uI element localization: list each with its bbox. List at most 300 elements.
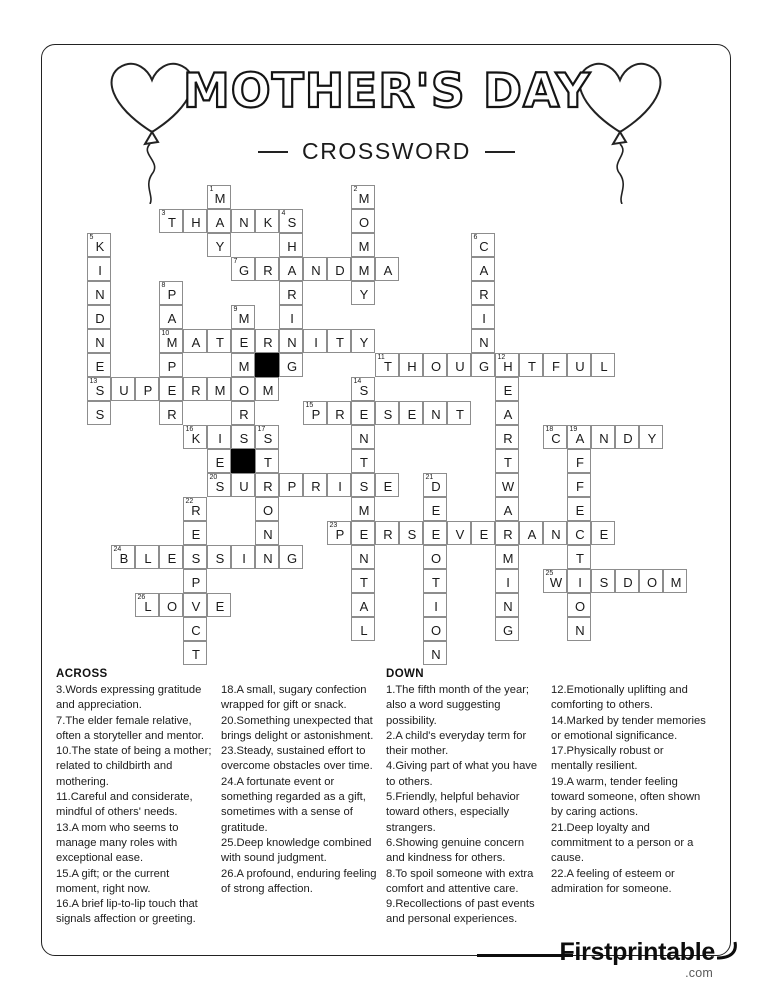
grid-cell[interactable] (159, 377, 183, 401)
grid-cell[interactable] (495, 425, 519, 449)
grid-cell[interactable] (327, 473, 351, 497)
cell-letter: P (167, 286, 177, 302)
grid-cell[interactable] (231, 473, 255, 497)
clue-item: 21.Deep loyalty and commitment to a person or a cause. (551, 821, 694, 865)
cell-letter: Y (215, 238, 225, 254)
grid-cell[interactable] (159, 401, 183, 425)
cell-letter: O (430, 622, 442, 638)
cell-letter: M (358, 238, 370, 254)
grid-cell[interactable] (255, 521, 279, 545)
cell-number: 14 (353, 378, 362, 385)
grid-cell[interactable] (567, 593, 591, 617)
cell-letter: R (503, 526, 513, 542)
grid-cell[interactable] (567, 617, 591, 641)
grid-cell[interactable] (375, 473, 399, 497)
cell-letter: W (549, 574, 563, 590)
grid-cell[interactable] (351, 545, 375, 569)
clue-item: 5.Friendly, helpful behavior toward others, especially strangers. (386, 791, 520, 834)
grid-cell[interactable] (255, 377, 279, 401)
grid-cell[interactable] (351, 569, 375, 593)
cell-letter: A (503, 406, 513, 422)
grid-cell[interactable] (495, 377, 519, 401)
grid-cell[interactable] (255, 545, 279, 569)
cell-letter: G (502, 622, 514, 638)
grid-cell[interactable] (375, 521, 399, 545)
cell-letter: O (358, 214, 370, 230)
cell-letter: N (95, 334, 105, 350)
cell-number: 4 (281, 210, 286, 217)
cell-number: 15 (305, 402, 314, 409)
grid-cell[interactable] (207, 185, 231, 209)
grid-cell[interactable] (471, 281, 495, 305)
grid-cell[interactable] (351, 281, 375, 305)
grid-cell[interactable] (399, 521, 423, 545)
grid-cell[interactable] (543, 353, 567, 377)
down-column-2 (551, 668, 716, 928)
grid-cell[interactable] (87, 401, 111, 425)
grid-cell[interactable] (279, 281, 303, 305)
grid-cell[interactable] (351, 233, 375, 257)
cell-letter: C (575, 526, 585, 542)
cell-number: 13 (89, 378, 98, 385)
grid-cell[interactable] (159, 545, 183, 569)
cell-letter: Y (359, 286, 369, 302)
grid-cell[interactable] (495, 401, 519, 425)
clue-item: 1.The fifth month of the year; also a word suggesting possibility. (386, 684, 530, 727)
grid-cell[interactable] (327, 521, 351, 545)
grid-cell[interactable] (135, 377, 159, 401)
grid-cell[interactable] (231, 377, 255, 401)
cell-letter: V (191, 598, 201, 614)
grid-cell[interactable] (255, 329, 279, 353)
grid-cell[interactable] (207, 209, 231, 233)
grid-cell[interactable] (279, 209, 303, 233)
cell-letter: E (407, 406, 417, 422)
cell-letter: U (239, 478, 249, 494)
cell-letter: E (503, 382, 513, 398)
grid-cell[interactable] (495, 569, 519, 593)
cell-letter: A (359, 598, 369, 614)
cell-letter: L (144, 598, 152, 614)
grid-cell[interactable] (495, 545, 519, 569)
grid-cell[interactable] (279, 473, 303, 497)
clue-item: 24.A fortunate event or something regarded as a gift, sometimes with a sense of gratitude. (221, 775, 366, 834)
cell-letter: A (527, 526, 537, 542)
clue-item: 19.A warm, tender feeling toward someone, often shown by caring actions. (551, 775, 701, 819)
cell-letter: E (359, 526, 369, 542)
cell-letter: D (95, 310, 105, 326)
cell-letter: N (239, 214, 249, 230)
cell-letter: R (335, 406, 345, 422)
cell-letter: N (359, 430, 369, 446)
grid-cell[interactable] (495, 449, 519, 473)
grid-cell[interactable] (183, 329, 207, 353)
grid-cell[interactable] (471, 305, 495, 329)
cell-letter: U (575, 358, 585, 374)
brand-name: Firstprintable (559, 938, 715, 966)
grid-cell[interactable] (207, 377, 231, 401)
cell-number: 11 (377, 354, 385, 361)
cell-letter: E (431, 502, 441, 518)
cell-letter: T (216, 334, 224, 350)
grid-cell[interactable] (207, 449, 231, 473)
cell-letter: W (501, 478, 515, 494)
grid-cell[interactable] (375, 353, 399, 377)
cell-number: 19 (569, 426, 578, 433)
grid-cell[interactable] (279, 353, 303, 377)
grid-cell[interactable] (423, 401, 447, 425)
cell-letter: I (242, 550, 246, 566)
grid-cell[interactable] (567, 521, 591, 545)
grid-cell[interactable] (327, 257, 351, 281)
grid-cell[interactable] (87, 257, 111, 281)
cell-number: 26 (137, 594, 146, 601)
grid-cell[interactable] (447, 401, 471, 425)
cell-letter: H (503, 358, 513, 374)
cell-letter: P (335, 526, 345, 542)
cell-letter: E (431, 526, 441, 542)
grid-cell[interactable] (447, 353, 471, 377)
grid-cell[interactable] (423, 497, 447, 521)
grid-cell[interactable] (351, 497, 375, 521)
grid-cell[interactable] (255, 473, 279, 497)
cell-letter: T (360, 454, 368, 470)
cell-number: 9 (233, 306, 238, 313)
grid-cell[interactable] (279, 257, 303, 281)
cell-letter: U (455, 358, 465, 374)
cell-letter: V (455, 526, 465, 542)
cell-number: 5 (89, 234, 94, 241)
grid-cell[interactable] (327, 329, 351, 353)
cell-letter: E (191, 526, 201, 542)
grid-cell[interactable] (135, 545, 159, 569)
grid-cell[interactable] (423, 617, 447, 641)
cell-letter: I (290, 310, 294, 326)
grid-cell[interactable] (495, 473, 519, 497)
grid-cell[interactable] (423, 521, 447, 545)
cell-letter: S (191, 550, 201, 566)
cell-letter: E (167, 550, 177, 566)
grid-cell[interactable] (207, 593, 231, 617)
grid-cell[interactable] (375, 401, 399, 425)
grid-cell[interactable] (231, 209, 255, 233)
grid-cell[interactable] (351, 209, 375, 233)
grid-cell[interactable] (207, 473, 231, 497)
grid-cell[interactable] (327, 401, 351, 425)
cell-letter: H (191, 214, 201, 230)
grid-cell[interactable] (351, 185, 375, 209)
grid-cell[interactable] (303, 401, 327, 425)
cell-number: 8 (161, 282, 166, 289)
grid-cell[interactable] (303, 329, 327, 353)
cell-letter: M (358, 262, 370, 278)
cell-letter: Y (647, 430, 657, 446)
clue-item: 6.Showing genuine concern and kindness for others. (386, 836, 525, 865)
grid-cell[interactable] (567, 425, 591, 449)
grid-cell[interactable] (183, 209, 207, 233)
grid-cell[interactable] (519, 353, 543, 377)
grid-cell[interactable] (279, 305, 303, 329)
brand-hook-icon (715, 940, 741, 971)
grid-cell[interactable] (639, 569, 663, 593)
grid-cell[interactable] (231, 545, 255, 569)
grid-cell[interactable] (135, 593, 159, 617)
grid-cell[interactable] (183, 593, 207, 617)
cell-letter: S (383, 406, 393, 422)
grid-cell[interactable] (159, 593, 183, 617)
grid-cell[interactable] (615, 569, 639, 593)
grid-cell[interactable] (423, 545, 447, 569)
grid-cell[interactable] (231, 401, 255, 425)
cell-letter: B (119, 550, 129, 566)
grid-cell[interactable] (255, 209, 279, 233)
cell-letter: M (214, 190, 226, 206)
grid-cell[interactable] (351, 449, 375, 473)
grid-cell[interactable] (207, 329, 231, 353)
grid-cell[interactable] (447, 521, 471, 545)
cell-letter: O (262, 502, 274, 518)
grid-cell[interactable] (567, 473, 591, 497)
cell-letter: S (95, 406, 105, 422)
grid-cell[interactable] (471, 329, 495, 353)
cell-letter: N (359, 550, 369, 566)
cell-letter: I (506, 574, 510, 590)
cell-letter: T (432, 574, 440, 590)
cell-letter: R (263, 334, 273, 350)
grid-cell[interactable] (471, 353, 495, 377)
clues-section (56, 668, 716, 928)
clue-item: 22.A feeling of esteem or admiration for someone. (551, 867, 675, 895)
grid-cell[interactable] (495, 497, 519, 521)
grid-cell[interactable] (351, 377, 375, 401)
cell-letter: K (95, 238, 105, 254)
cell-number: 20 (209, 474, 218, 481)
grid-cell[interactable] (351, 593, 375, 617)
grid-cell[interactable] (255, 449, 279, 473)
cell-letter: A (215, 214, 225, 230)
grid-cell[interactable] (423, 473, 447, 497)
cell-letter: A (287, 262, 297, 278)
grid-cell[interactable] (471, 257, 495, 281)
grid-cell[interactable] (591, 521, 615, 545)
cell-letter: T (504, 454, 512, 470)
cell-letter: T (264, 454, 272, 470)
cell-letter: O (238, 382, 250, 398)
grid-cell[interactable] (111, 545, 135, 569)
grid-cell[interactable] (639, 425, 663, 449)
grid-cell[interactable] (567, 497, 591, 521)
cell-number: 3 (161, 210, 166, 217)
cell-letter: I (218, 430, 222, 446)
cell-number: 1 (209, 186, 214, 193)
grid-cell[interactable] (183, 545, 207, 569)
grid-cell[interactable] (567, 353, 591, 377)
grid-cell[interactable] (159, 209, 183, 233)
grid-cell[interactable] (399, 353, 423, 377)
cell-letter: R (167, 406, 177, 422)
grid-cell[interactable] (591, 569, 615, 593)
cell-letter: E (239, 334, 249, 350)
grid-cell[interactable] (567, 449, 591, 473)
grid-cell[interactable] (375, 257, 399, 281)
cell-letter: M (358, 190, 370, 206)
cell-letter: H (407, 358, 417, 374)
cell-letter: S (95, 382, 105, 398)
cell-letter: I (482, 310, 486, 326)
grid-cell[interactable] (159, 329, 183, 353)
cell-letter: N (95, 286, 105, 302)
grid-cell[interactable] (183, 569, 207, 593)
grid-cell[interactable] (471, 521, 495, 545)
cell-letter: R (263, 262, 273, 278)
grid-cell[interactable] (663, 569, 687, 593)
grid-cell[interactable] (279, 329, 303, 353)
cell-letter: D (335, 262, 345, 278)
grid-cell[interactable] (255, 257, 279, 281)
cell-letter: C (191, 622, 201, 638)
cell-letter: R (311, 478, 321, 494)
grid-cell[interactable] (183, 521, 207, 545)
clue-item: 15.A gift; or the current moment, right now. (56, 867, 170, 895)
grid-cell[interactable] (159, 305, 183, 329)
cell-letter: I (434, 598, 438, 614)
cell-letter: R (479, 286, 489, 302)
grid-cell[interactable] (351, 329, 375, 353)
cell-letter: N (263, 550, 273, 566)
grid-cell[interactable] (567, 545, 591, 569)
cell-letter: L (144, 550, 152, 566)
cell-letter: T (360, 574, 368, 590)
grid-cell[interactable] (567, 569, 591, 593)
cell-letter: F (576, 478, 584, 494)
grid-cell[interactable] (423, 641, 447, 665)
cell-letter: N (599, 430, 609, 446)
grid-cell[interactable] (303, 473, 327, 497)
grid-cell[interactable] (183, 425, 207, 449)
grid-cell[interactable] (207, 425, 231, 449)
clue-item: 3.Words expressing gratitude and appreciation. (56, 684, 202, 712)
grid-cell[interactable] (519, 521, 543, 545)
grid-cell[interactable] (351, 401, 375, 425)
cell-letter: R (191, 502, 201, 518)
cell-letter: R (383, 526, 393, 542)
grid-cell[interactable] (543, 425, 567, 449)
down-column-1 (386, 668, 551, 928)
cell-letter: M (238, 310, 250, 326)
grid-cell[interactable] (183, 641, 207, 665)
grid-cell[interactable] (87, 377, 111, 401)
grid-cell[interactable] (591, 353, 615, 377)
cell-number: 22 (185, 498, 194, 505)
cell-letter: T (456, 406, 464, 422)
grid-cell[interactable] (543, 569, 567, 593)
svg-text:MOTHER'S DAY: MOTHER'S DAY (182, 64, 591, 119)
cell-letter: E (599, 526, 609, 542)
grid-cell[interactable] (495, 521, 519, 545)
cell-letter: S (263, 430, 273, 446)
across-column-1 (56, 668, 221, 928)
cell-letter: T (576, 550, 584, 566)
grid-cell[interactable] (279, 545, 303, 569)
clue-item: 20.Something unexpected that brings delight or astonishment. (221, 714, 374, 742)
cell-letter: A (575, 430, 585, 446)
grid-cell[interactable] (495, 617, 519, 641)
grid-cell[interactable] (207, 233, 231, 257)
grid-cell[interactable] (87, 305, 111, 329)
grid-cell[interactable] (615, 425, 639, 449)
cell-letter: P (191, 574, 201, 590)
grid-cell[interactable] (255, 425, 279, 449)
grid-cell[interactable] (231, 305, 255, 329)
cell-letter: R (239, 406, 249, 422)
clue-item: 18.A small, sugary confection wrapped for gift or snack. (221, 684, 367, 712)
grid-cell[interactable] (495, 353, 519, 377)
grid-cell[interactable] (279, 233, 303, 257)
grid-cell[interactable] (207, 545, 231, 569)
cell-number: 2 (353, 186, 358, 193)
grid-cell[interactable] (351, 473, 375, 497)
cell-letter: O (430, 550, 442, 566)
grid-cell[interactable] (351, 617, 375, 641)
cell-letter: G (478, 358, 490, 374)
cell-letter: G (286, 358, 298, 374)
grid-cell[interactable] (591, 425, 615, 449)
cell-letter: S (287, 214, 297, 230)
cell-letter: M (502, 550, 514, 566)
grid-cell[interactable] (87, 353, 111, 377)
cell-letter: A (503, 502, 513, 518)
grid-cell[interactable] (351, 257, 375, 281)
across-column-2 (221, 668, 386, 928)
grid-cell[interactable] (255, 497, 279, 521)
grid-cell[interactable] (543, 521, 567, 545)
grid-cell[interactable] (183, 497, 207, 521)
grid-cell[interactable] (423, 353, 447, 377)
grid-cell[interactable] (231, 329, 255, 353)
cell-letter: L (360, 622, 368, 638)
grid-cell[interactable] (183, 617, 207, 641)
clue-item: 23.Steady, sustained effort to overcome obstacles over time. (221, 745, 373, 773)
grid-cell[interactable] (159, 281, 183, 305)
grid-cell[interactable] (159, 353, 183, 377)
grid-cell[interactable] (471, 233, 495, 257)
cell-letter: I (98, 262, 102, 278)
grid-cell[interactable] (87, 281, 111, 305)
grid-cell[interactable] (423, 593, 447, 617)
cell-letter: I (578, 574, 582, 590)
grid-cell[interactable] (231, 353, 255, 377)
cell-letter: M (358, 502, 370, 518)
grid-cell[interactable] (351, 425, 375, 449)
grid-cell[interactable] (87, 329, 111, 353)
grid-cell[interactable] (231, 425, 255, 449)
grid-cell[interactable] (303, 257, 327, 281)
cell-letter: T (192, 646, 200, 662)
grid-cell[interactable] (423, 569, 447, 593)
grid-cell[interactable] (183, 377, 207, 401)
grid-cell[interactable] (351, 521, 375, 545)
cell-letter: N (431, 646, 441, 662)
cell-letter: M (670, 574, 682, 590)
grid-cell[interactable] (495, 593, 519, 617)
grid-cell[interactable] (399, 401, 423, 425)
grid-cell[interactable] (87, 233, 111, 257)
cell-letter: A (383, 262, 393, 278)
cell-letter: A (191, 334, 201, 350)
grid-cell[interactable] (231, 257, 255, 281)
cell-letter: P (167, 358, 177, 374)
grid-cell[interactable] (111, 377, 135, 401)
